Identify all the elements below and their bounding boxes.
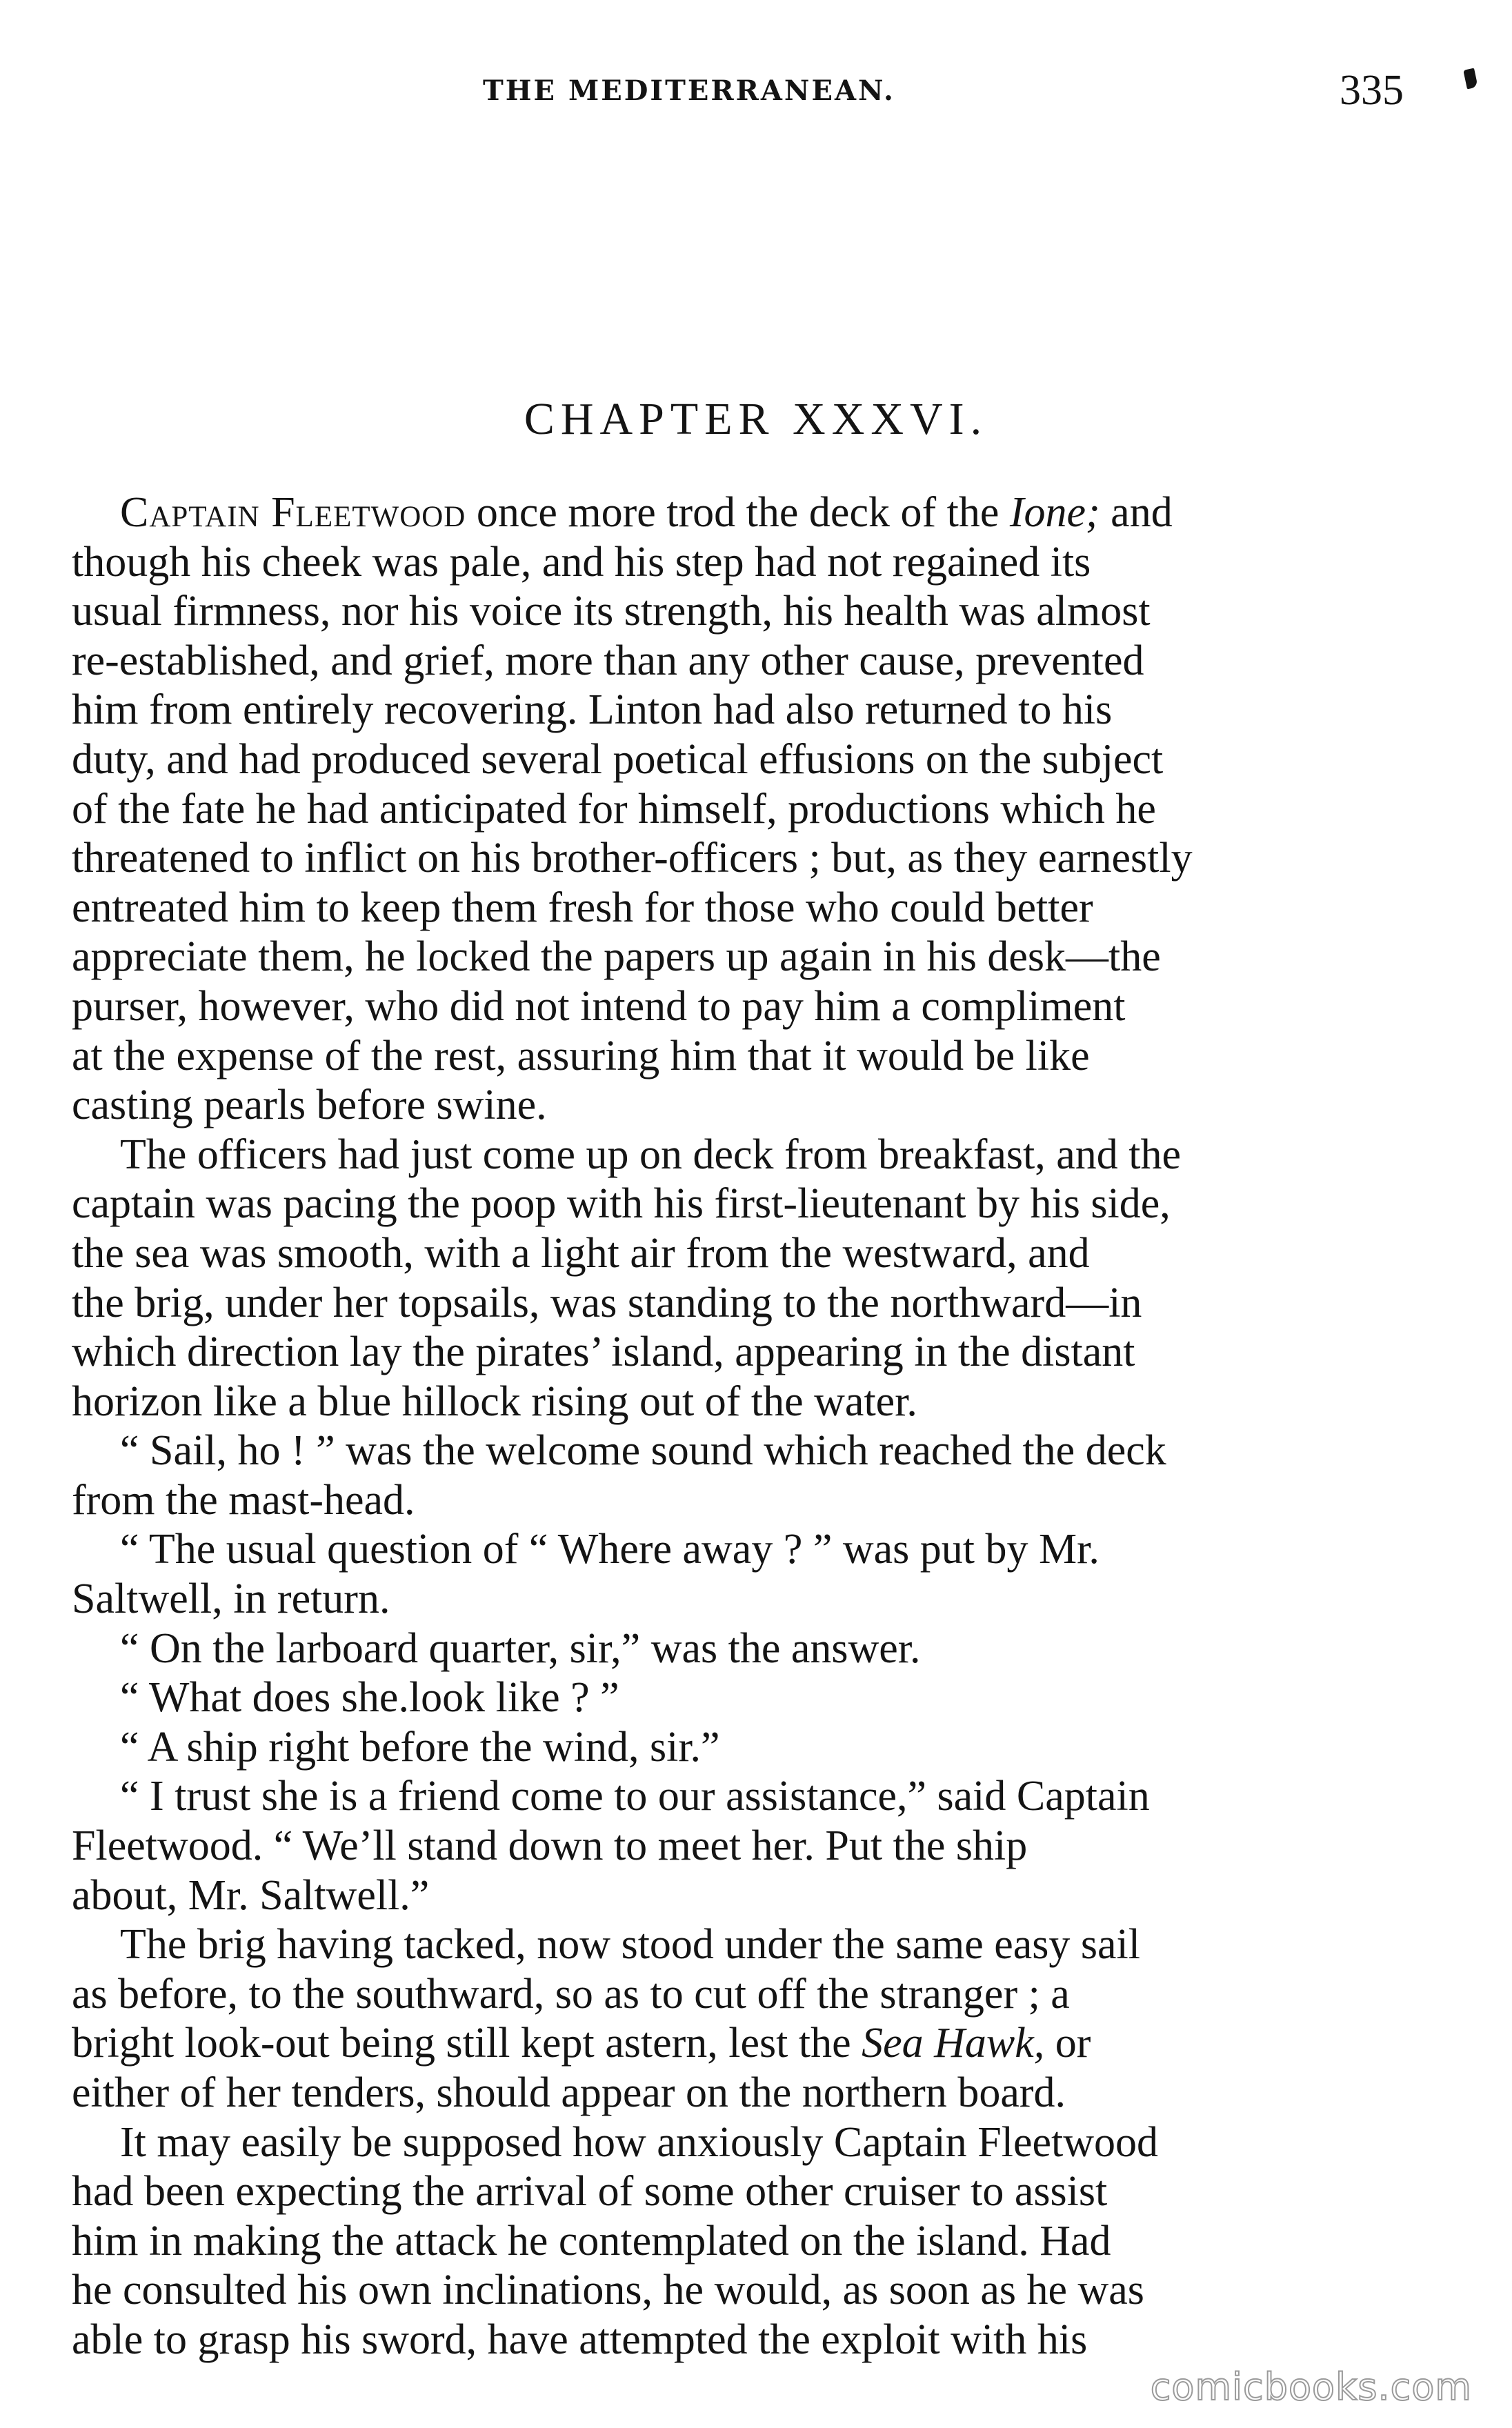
page-number: 335 [1340, 67, 1404, 114]
paragraph-3: “ Sail, ho ! ” was the welcome sound which reached the deck from the mast-head. [72, 1427, 1166, 1524]
running-header [0, 66, 1512, 128]
ship-name: Ione; [1009, 489, 1100, 536]
paragraph-10: It may easily be supposed how anxiously Captain Fleetwood had been expecting the arrival of some other cruiser to assist him in making the attack he contemplated on the island. Had he consulted his own inclinations, he would, as soon as he was able to grasp his sword, have attempted the exploit with his [72, 2118, 1158, 2363]
paragraph-text: and though his cheek was pale, and his step had not regained its usual firmness, nor his voice its strength, his health was almost re-established, and grief, more than any other cause, prevented him from entirely recovering. Linton had also returned to his duty, and had produced several poetical effusions on the subject of the fate he had anticipated for himself, productions which he threatened to inflict on his brother-officers ; but, as they earnestly entreated him to keep them fresh for those who could better appreciate them, he locked the papers up again in his desk—the purser, however, who did not intend to pay him a compliment at the expense of the rest, assuring him that it would be like casting pearls before swine. [72, 489, 1193, 1129]
paragraph-4: “ The usual question of “ Where away ? ” was put by Mr. Saltwell, in return. [72, 1526, 1100, 1623]
ship-name: Sea Hawk, [862, 2020, 1045, 2067]
paragraph-text: or either of her tenders, should appear on the northern board. [72, 2020, 1091, 2116]
paragraph-1 [72, 488, 1440, 1131]
paragraph-9 [72, 1920, 1440, 2118]
paragraph-2: The officers had just come up on deck from breakfast, and the captain was pacing the poop with his first-lieutenant by his side, the sea was smooth, with a light air from the westward, and the brig, under her topsails, was standing to the northward—in which direction lay the pirates’ island, appearing in the distant horizon like a blue hillock rising out of the water. [72, 1131, 1181, 1425]
ink-mark [1463, 68, 1478, 90]
paragraph-5: “ On the larboard quarter, sir,” was the answer. [120, 1624, 921, 1672]
paragraph-text: The brig having tacked, now stood under the same easy sail as before, to the southward, so as to cut off the stranger ; a bright look-out being still kept astern, lest the [72, 1921, 1140, 2067]
paragraph-8: “ I trust she is a friend come to our assistance,” said Captain Fleetwood. “ We’ll stand down to meet her. Put the ship about, Mr. Saltwell.” [72, 1773, 1150, 1919]
running-title: THE MEDITERRANEAN. [483, 74, 895, 107]
paragraph-7: “ A ship right before the wind, sir.” [120, 1723, 720, 1771]
paragraph-6: “ What does she.look like ? ” [120, 1674, 619, 1722]
chapter-heading: CHAPTER XXXVI. [524, 394, 988, 444]
paragraph-lead-small-caps: Captain Fleetwood [120, 489, 466, 536]
paragraph-text: once more trod the deck of the [466, 489, 1010, 536]
chapter-body [72, 488, 1440, 2365]
watermark: comicbooks.com [1150, 2365, 1472, 2409]
